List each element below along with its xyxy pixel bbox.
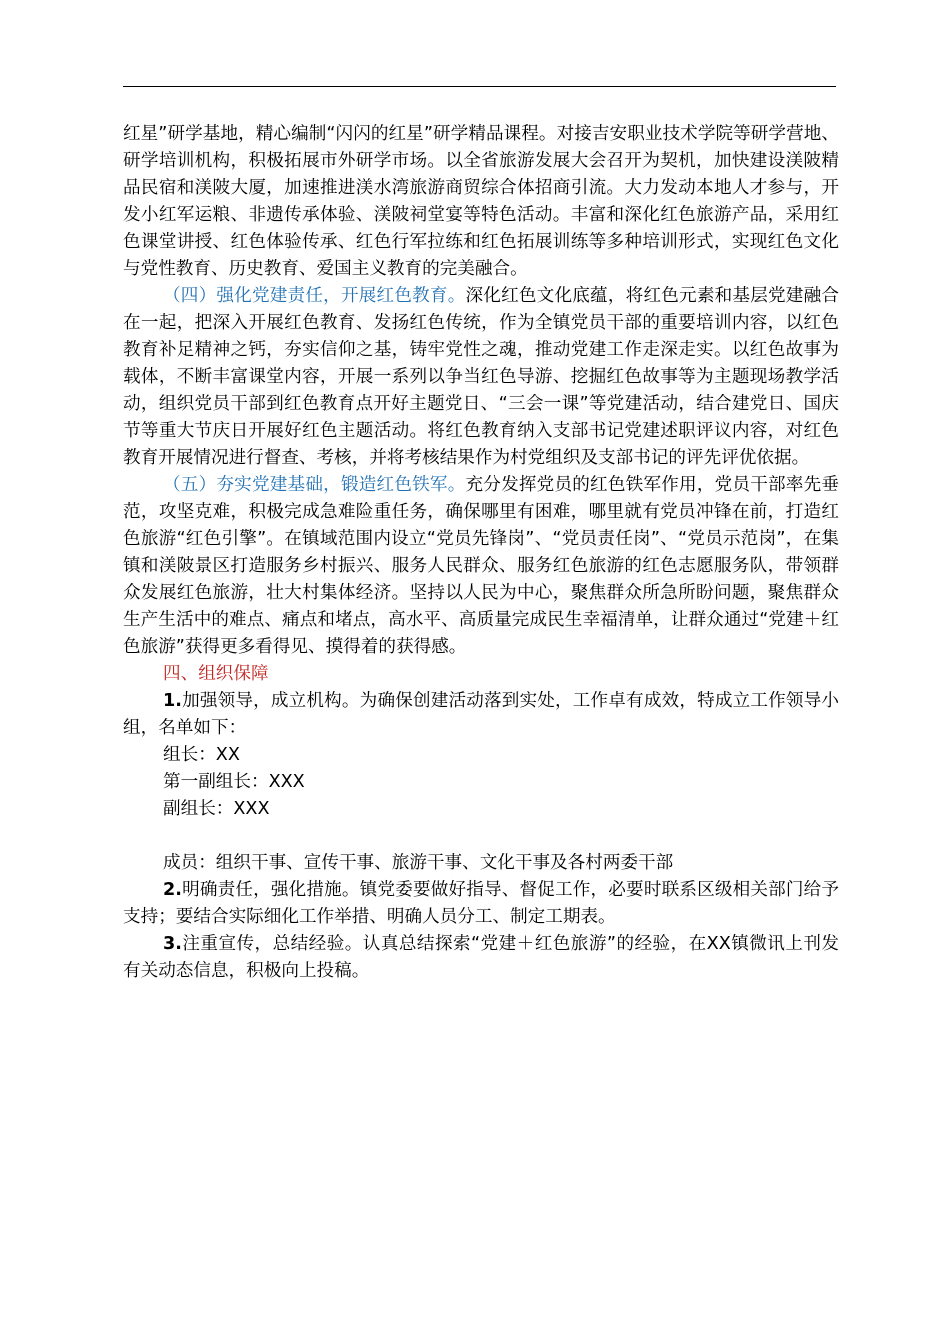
first-deputy-line: 第一副组长：XXX (163, 772, 305, 792)
blank-line (123, 823, 839, 850)
section-5-paragraph (123, 472, 839, 661)
item-3-number: 3. (163, 934, 182, 954)
section-4-text: 深化红色文化底蕴，将红色元素和基层党建融合在一起，把深入开展红色教育、发扬红色传统，作为全镇党员干部的重要培训内容，以红色教育补足精神之钙，夯实信仰之基，铸牢党性之魂，推动党建工作走深走实。以红色故事为载体，不断丰富课堂内容，开展一系列以争当红色导游、挖掘红色故事等为主题现场教学活动，组织党员干部到红色教育点开好主题党日、“三会一课”等党建活动，结合建党日、国庆节等重大节庆日开展好红色主题活动。将红色教育纳入支部书记党建述职评议内容，对红色教育开展情况进行督查、考核，并将考核结果作为村党组织及支部书记的评先评优依据。 (123, 286, 839, 468)
item-2-number: 2. (163, 880, 182, 900)
section-4-paragraph (123, 283, 839, 472)
section-4-heading: （四）强化党建责任，开展红色教育。 (163, 286, 466, 306)
item-3-paragraph (123, 931, 839, 985)
deputy-line: 副组长：XXX (163, 799, 270, 819)
members-line: 成员：组织干事、宣传干事、旅游干事、文化干事及各村两委干部 (163, 853, 674, 873)
document-body (123, 121, 839, 985)
section-5-heading: （五）夯实党建基础，锻造红色铁军。 (163, 475, 466, 495)
continued-paragraph: 红星”研学基地，精心编制“闪闪的红星”研学精品课程。对接吉安职业技术学院等研学营地、研学培训机构，积极拓展市外研学市场。以全省旅游发展大会召开为契机，加快建设渼陂精品民宿和渼陂大厦，加速推进渼水湾旅游商贸综合体招商引流。大力发动本地人才参与，开发小红军运粮、非遗传承体验、渼陂祠堂宴等特色活动。丰富和深化红色旅游产品，采用红色课堂讲授、红色体验传承、红色行军拉练和红色拓展训练等多种培训形式，实现红色文化与党性教育、历史教育、爱国主义教育的完美融合。 (123, 124, 839, 279)
header-rule (123, 86, 836, 87)
item-3-text: 注重宣传，总结经验。认真总结探索“党建＋红色旅游”的经验，在XX镇微讯上刊发有关动态信息，积极向上投稿。 (123, 934, 839, 981)
section-5-text: 充分发挥党员的红色铁军作用，党员干部率先垂范，攻坚克难，积极完成急难险重任务，确保哪里有困难，哪里就有党员冲锋在前，打造红色旅游“红色引擎”。在镇域范围内设立“党员先锋岗”、“党员责任岗”、“党员示范岗”，在集镇和渼陂景区打造服务乡村振兴、服务人民群众、服务红色旅游的红色志愿服务队，带领群众发展红色旅游，壮大村集体经济。坚持以人民为中心，聚焦群众所急所盼问题，聚焦群众生产生活中的难点、痛点和堵点，高水平、高质量完成民生幸福清单，让群众通过“党建＋红色旅游”获得更多看得见、摸得着的获得感。 (123, 475, 839, 657)
item-2-text: 明确责任，强化措施。镇党委要做好指导、督促工作，必要时联系区级相关部门给予支持；要结合实际细化工作举措、明确人员分工、制定工期表。 (123, 880, 839, 927)
leader-line: 组长：XX (163, 745, 240, 765)
item-1-text: 加强领导，成立机构。为确保创建活动落到实处，工作卓有成效，特成立工作领导小组，名单如下： (123, 691, 839, 738)
section-title-org: 四、组织保障 (163, 664, 269, 684)
item-2-paragraph (123, 877, 839, 931)
item-1-paragraph (123, 688, 839, 742)
item-1-number: 1. (163, 691, 182, 711)
